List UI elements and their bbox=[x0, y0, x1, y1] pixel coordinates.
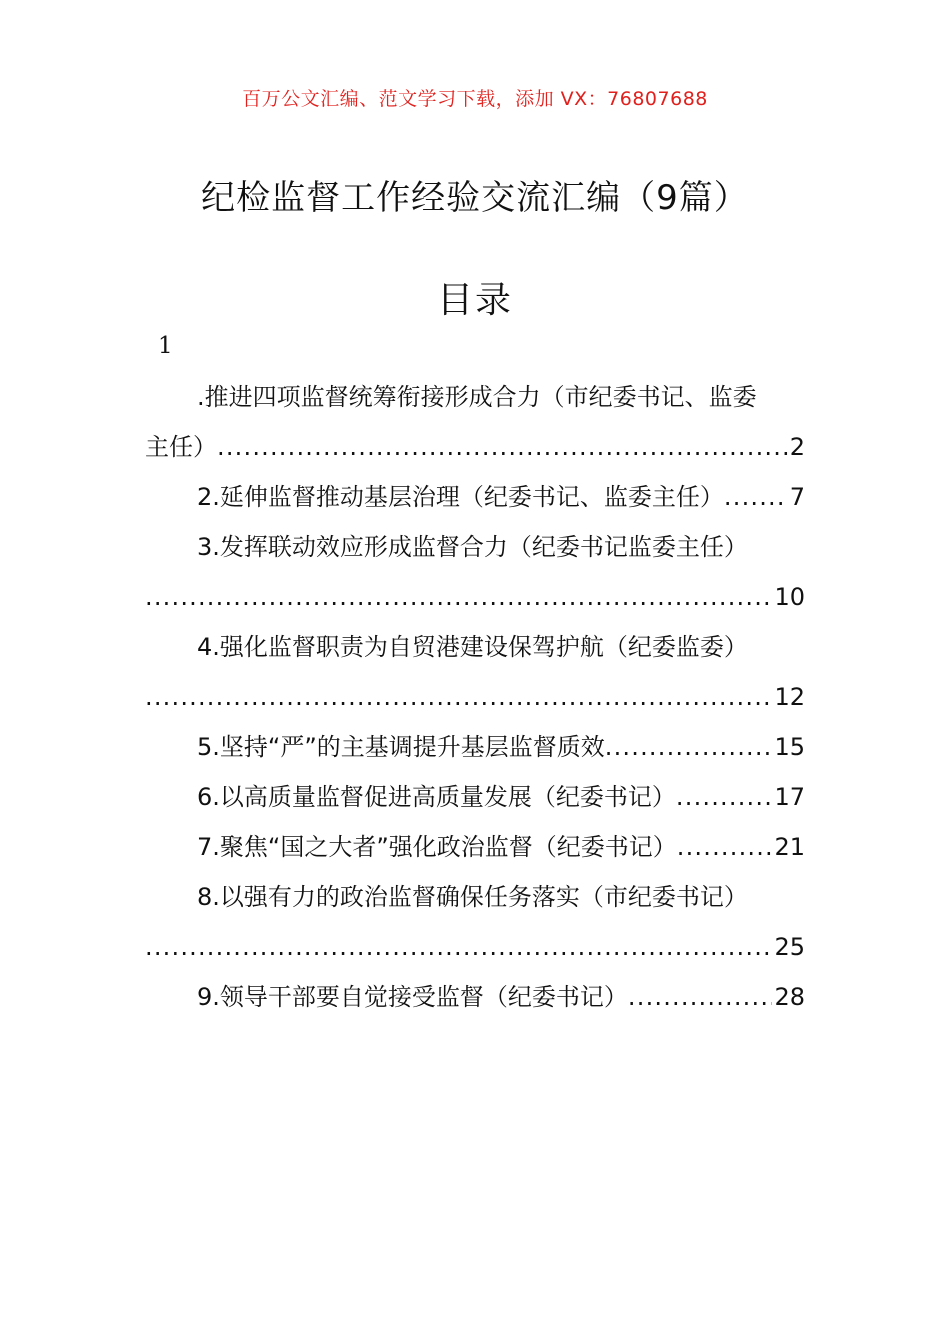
toc-leader-dots bbox=[145, 922, 772, 972]
toc-entry-title: 7.聚焦“国之大者”强化政治监督（纪委书记） bbox=[197, 833, 677, 861]
toc-leader-dots bbox=[217, 422, 788, 472]
toc-entry-9[interactable] bbox=[145, 972, 805, 1022]
toc-entry-title: 6.以高质量监督促进高质量发展（纪委书记） bbox=[197, 783, 676, 811]
toc-entry-3-line1[interactable] bbox=[145, 522, 805, 572]
toc-entry-title: 2.延伸监督推动基层治理（纪委书记、监委主任） bbox=[197, 483, 724, 511]
toc-entry-4-line2[interactable] bbox=[145, 672, 805, 722]
toc-entry-title: 主任） bbox=[145, 433, 217, 461]
toc-entry-6[interactable] bbox=[145, 772, 805, 822]
toc-page-number: 12 bbox=[774, 683, 805, 711]
toc-leader-dots bbox=[145, 572, 772, 622]
toc-entry-title: 9.领导干部要自觉接受监督（纪委书记） bbox=[197, 983, 628, 1011]
toc-page-number: 28 bbox=[774, 983, 805, 1011]
toc-heading: 目录 bbox=[436, 280, 513, 321]
toc-entry-title: 5.坚持“严”的主基调提升基层监督质效 bbox=[197, 733, 605, 761]
toc-leader-dots bbox=[677, 822, 773, 872]
toc-page-number: 15 bbox=[774, 733, 805, 761]
toc-page-number: 2 bbox=[789, 433, 805, 461]
toc-leader-dots bbox=[145, 672, 772, 722]
header-watermark-note: 百万公文汇编、范文学习下载，添加 VX：76807688 bbox=[242, 88, 708, 110]
toc-page-number: 21 bbox=[774, 833, 805, 861]
table-of-contents bbox=[145, 372, 805, 1022]
stray-list-number: 1 bbox=[158, 333, 173, 359]
toc-entry-3-line2[interactable] bbox=[145, 572, 805, 622]
toc-page-number: 10 bbox=[774, 583, 805, 611]
toc-page-number: 7 bbox=[789, 483, 805, 511]
toc-entry-8-line2[interactable] bbox=[145, 922, 805, 972]
toc-page-number: 25 bbox=[774, 933, 805, 961]
toc-page-number: 17 bbox=[774, 783, 805, 811]
toc-entry-5[interactable] bbox=[145, 722, 805, 772]
document-title: 纪检监督工作经验交流汇编（9篇） bbox=[201, 178, 749, 218]
toc-entry-2[interactable] bbox=[145, 472, 805, 522]
toc-entry-4-line1[interactable] bbox=[145, 622, 805, 672]
toc-leader-dots bbox=[605, 722, 773, 772]
toc-leader-dots bbox=[724, 472, 788, 522]
toc-entry-title: .推进四项监督统筹衔接形成合力（市纪委书记、监委 bbox=[197, 383, 757, 411]
toc-entry-8-line1[interactable] bbox=[145, 872, 805, 922]
toc-entry-1-line2[interactable] bbox=[145, 422, 805, 472]
toc-entry-1-line1[interactable] bbox=[145, 372, 805, 422]
toc-leader-dots bbox=[628, 972, 773, 1022]
toc-entry-title: 3.发挥联动效应形成监督合力（纪委书记监委主任） bbox=[197, 533, 748, 561]
toc-entry-title: 4.强化监督职责为自贸港建设保驾护航（纪委监委） bbox=[197, 633, 748, 661]
toc-leader-dots bbox=[676, 772, 773, 822]
toc-entry-7[interactable] bbox=[145, 822, 805, 872]
toc-entry-title: 8.以强有力的政治监督确保任务落实（市纪委书记） bbox=[197, 883, 748, 911]
